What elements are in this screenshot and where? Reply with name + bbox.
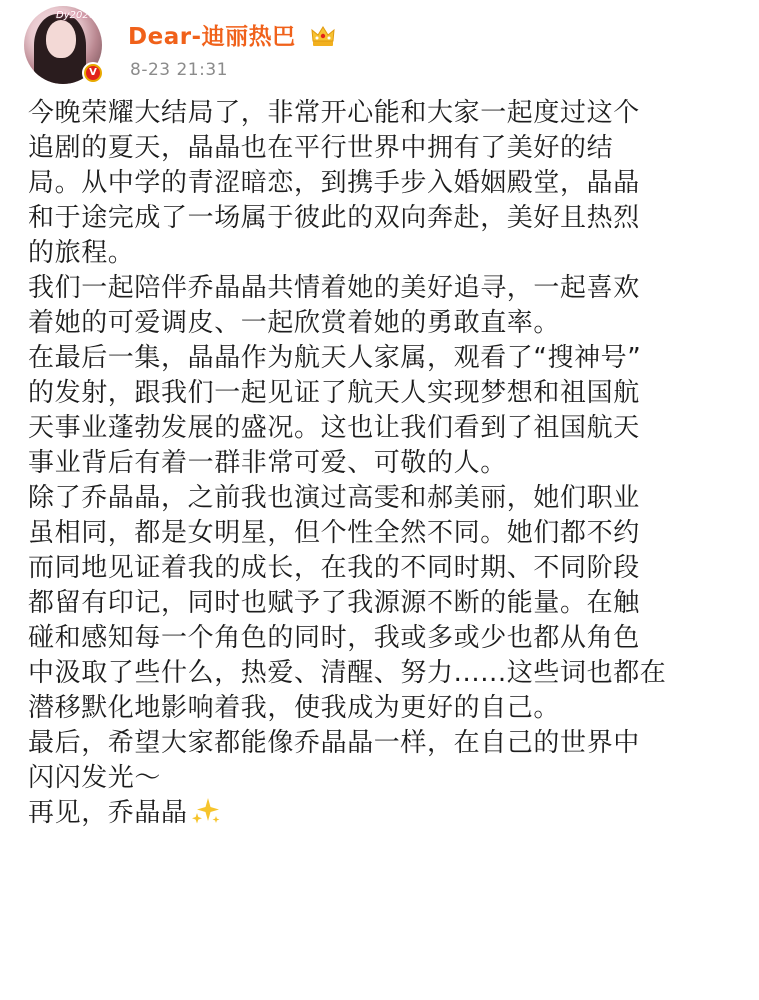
post-line: 我们一起陪伴乔晶晶共情着她的美好追寻，一起喜欢 <box>28 273 640 303</box>
post-line: 最后，希望大家都能像乔晶晶一样，在自己的世界中 <box>28 728 640 758</box>
post-line: 的发射，跟我们一起见证了航天人实现梦想和祖国航 <box>28 378 640 408</box>
post-line: 而同地见证着我的成长，在我的不同时期、不同阶段 <box>28 553 640 583</box>
post-timestamp: 8-23 21:31 <box>130 60 228 80</box>
post-line: 着她的可爱调皮、一起欣赏着她的勇敢直率。 <box>28 308 561 338</box>
post-header <box>24 6 724 86</box>
avatar-watermark-text: Dy2020 <box>56 10 96 21</box>
post-line: 局。从中学的青涩暗恋，到携手步入婚姻殿堂，晶晶 <box>28 168 640 198</box>
post-line: 潜移默化地影响着我，使我成为更好的自己。 <box>28 693 561 723</box>
sparkles-icon <box>190 796 222 826</box>
post-line: 在最后一集，晶晶作为航天人家属，观看了“搜神号” <box>28 343 642 373</box>
crown-icon <box>310 25 336 47</box>
post-line: 碰和感知每一个角色的同时，我或多或少也都从角色 <box>28 623 640 653</box>
avatar-face <box>46 20 76 58</box>
post-line: 追剧的夏天，晶晶也在平行世界中拥有了美好的结 <box>28 133 614 163</box>
username-text: Dear-迪丽热巴 <box>128 24 296 50</box>
post-body <box>28 96 743 831</box>
post-line: 除了乔晶晶，之前我也演过高雯和郝美丽，她们职业 <box>28 483 640 513</box>
username-link[interactable] <box>128 18 336 51</box>
post-line-last <box>28 796 743 831</box>
verified-badge-icon <box>82 62 104 84</box>
verified-badge-letter: V <box>86 66 100 80</box>
post-line: 事业背后有着一群非常可爱、可敬的人。 <box>28 448 507 478</box>
post-line: 虽相同，都是女明星，但个性全然不同。她们都不约 <box>28 518 640 548</box>
post-line: 今晚荣耀大结局了，非常开心能和大家一起度过这个 <box>28 98 640 128</box>
post-line: 和于途完成了一场属于彼此的双向奔赴，美好且热烈 <box>28 203 640 233</box>
post-line: 中汲取了些什么，热爱、清醒、努力......这些词也都在 <box>28 658 667 688</box>
post-line: 闪闪发光～ <box>28 763 162 793</box>
post-line: 都留有印记，同时也赋予了我源源不断的能量。在触 <box>28 588 640 618</box>
post-line: 的旅程。 <box>28 238 135 268</box>
post-line: 天事业蓬勃发展的盛况。这也让我们看到了祖国航天 <box>28 413 640 443</box>
post-line-last-text: 再见，乔晶晶 <box>28 798 188 828</box>
